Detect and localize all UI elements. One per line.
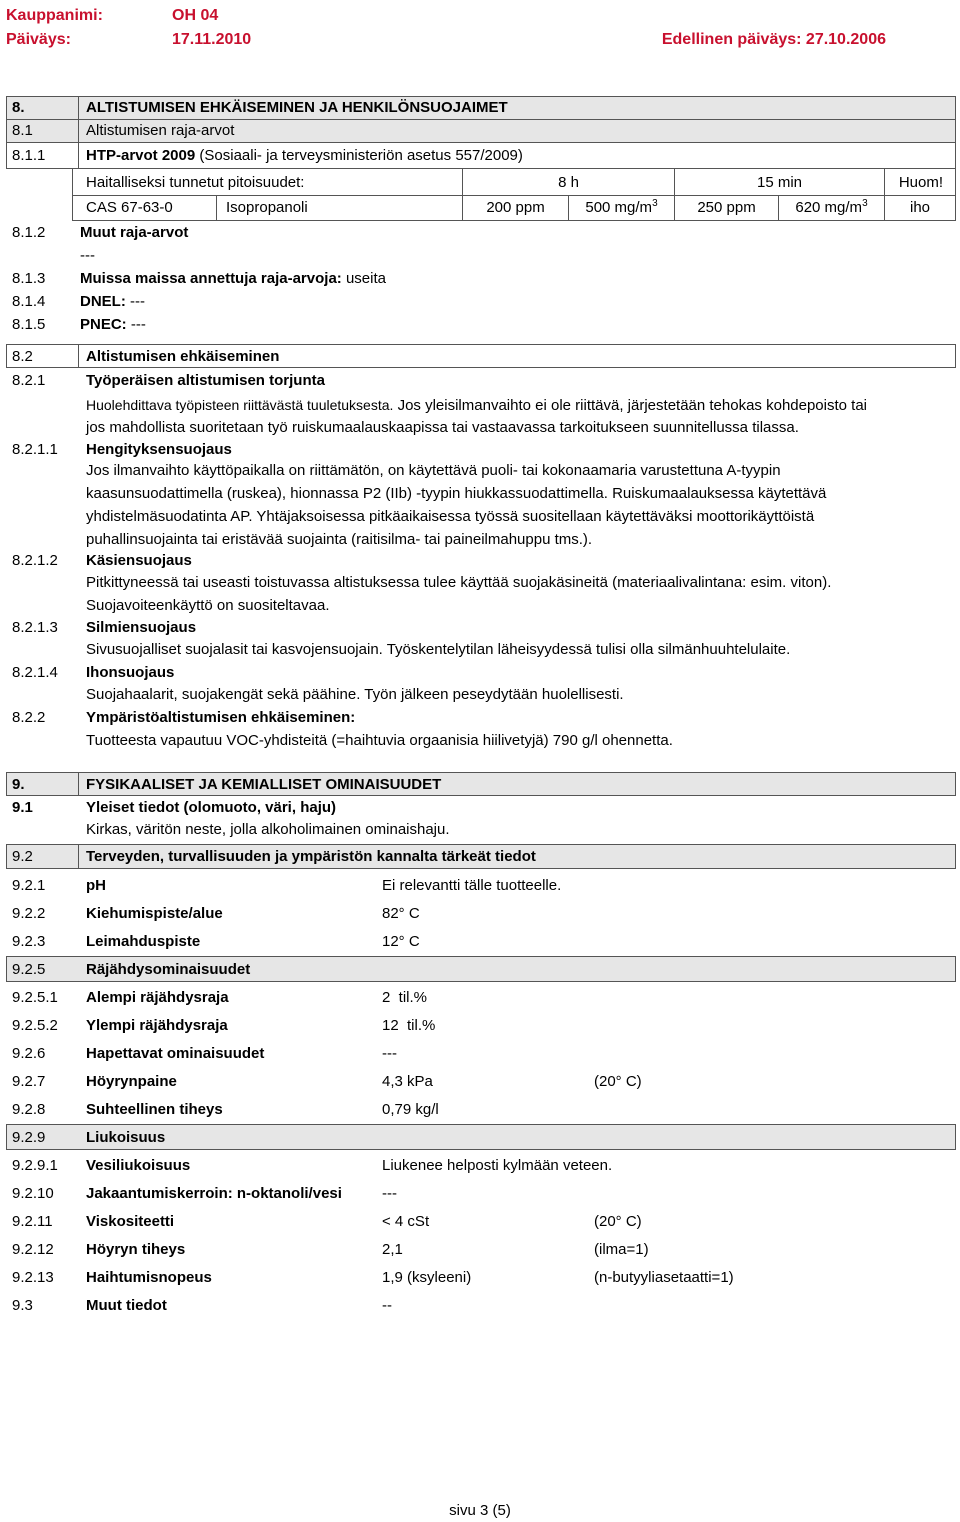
prop-value: Liukenee helposti kylmään veteen. xyxy=(382,1157,613,1174)
section-9-2-9-title: Liukoisuus xyxy=(86,1129,166,1146)
section-8-1-4-num: 8.1.4 xyxy=(12,293,46,310)
prop-value: 2 til.% xyxy=(382,989,428,1006)
prop-label: Kiehumispiste/alue xyxy=(86,905,223,922)
prop-value: 82° C xyxy=(382,905,420,922)
htp-regulation: (Sosiaali- ja terveysministeriön asetus 557/2009) xyxy=(199,147,523,164)
htp-col-8h: 8 h xyxy=(558,174,579,191)
section-8-1-1-num: 8.1.1 xyxy=(12,147,46,164)
section-8-2-1-3-num: 8.2.1.3 xyxy=(12,619,58,636)
prop-extra: (n-butyyliasetaatti=1) xyxy=(594,1269,734,1286)
prop-num: 9.2.1 xyxy=(12,877,46,894)
section-8-1-3-num: 8.1.3 xyxy=(12,270,46,287)
prop-label: pH xyxy=(86,877,106,894)
prop-value: Ei relevantti tälle tuotteelle. xyxy=(382,877,562,894)
section-9-1-text: Kirkas, väritön neste, jolla alkoholimainen ominaishaju. xyxy=(86,821,450,838)
section-8-1-2-title: Muut raja-arvot xyxy=(80,224,189,241)
section-8-2-1-1-title: Hengityksensuojaus xyxy=(86,441,232,458)
prop-value: 1,9 (ksyleeni) xyxy=(382,1269,472,1286)
prop-value: --- xyxy=(382,1045,397,1062)
dnel-value: --- xyxy=(130,293,145,310)
section-8-2-1-3-title: Silmiensuojaus xyxy=(86,619,197,636)
section-8-1-5-line xyxy=(80,316,146,334)
section-9-title: FYSIKAALISET JA KEMIALLISET OMINAISUUDET xyxy=(86,776,442,793)
prop-label: Suhteellinen tiheys xyxy=(86,1101,223,1118)
page-number: sivu 3 (5) xyxy=(449,1502,511,1519)
htp-mg-15-value: 620 mg/m xyxy=(795,199,863,216)
product-label: Kauppanimi: xyxy=(6,7,103,24)
section-9-2-5-num: 9.2.5 xyxy=(12,961,46,978)
prop-value: 4,3 kPa xyxy=(382,1073,433,1090)
prop-num: 9.2.5.1 xyxy=(12,989,58,1006)
section-8-2-1-2-title: Käsiensuojaus xyxy=(86,552,192,569)
section-9-num: 9. xyxy=(12,776,25,793)
prop-value: 0,79 kg/l xyxy=(382,1101,439,1118)
prop-label: Hapettavat ominaisuudet xyxy=(86,1045,265,1062)
prop-num: 9.2.5.2 xyxy=(12,1017,58,1034)
prop-label: Höyryn tiheys xyxy=(86,1241,186,1258)
section-8-divider xyxy=(78,96,79,169)
prop-num: 9.2.3 xyxy=(12,933,46,950)
section-8-2-1-text-2: jos mahdollista suoritetaan työ ruiskumaalauskaapissa tai vastaavassa tarkoitukseen suunnitellussa tilassa. xyxy=(86,419,799,436)
prop-num: 9.3 xyxy=(12,1297,33,1314)
previous-date: Edellinen päiväys: 27.10.2006 xyxy=(661,31,886,48)
skin-protection-text: Suojahaalarit, suojakengät sekä päähine. Työn jälkeen peseydytään huolellisesti. xyxy=(86,686,624,703)
prop-num: 9.2.2 xyxy=(12,905,46,922)
prop-label: Haihtumisnopeus xyxy=(86,1269,212,1286)
prop-value: < 4 cSt xyxy=(382,1213,430,1230)
section-8-1-2-num: 8.1.2 xyxy=(12,224,46,241)
prop-label: Höyrynpaine xyxy=(86,1073,177,1090)
ventilation-note: Huolehdittava työpisteen riittävästä tuuletuksesta. xyxy=(86,397,394,413)
htp-label: Haitalliseksi tunnetut pitoisuudet: xyxy=(86,174,305,191)
section-8-2-title: Altistumisen ehkäiseminen xyxy=(86,348,280,365)
superscript: 3 xyxy=(652,198,658,209)
htp-note: iho xyxy=(909,199,931,216)
section-9-2-divider xyxy=(78,844,79,869)
htp-col-15min: 15 min xyxy=(756,174,803,191)
prop-label: Viskositeetti xyxy=(86,1213,175,1230)
section-8-2-1-4-num: 8.2.1.4 xyxy=(12,664,58,681)
htp-ppm-15: 250 ppm xyxy=(697,199,756,216)
prop-num: 9.2.8 xyxy=(12,1101,46,1118)
section-8-num: 8. xyxy=(12,99,25,116)
prop-num: 9.2.7 xyxy=(12,1073,46,1090)
htp-mg-15 xyxy=(779,199,884,217)
section-8-2-1-num: 8.2.1 xyxy=(12,372,46,389)
section-8-1-num: 8.1 xyxy=(12,122,33,139)
prop-label: Jakaantumiskerroin: n-oktanoli/vesi xyxy=(86,1185,342,1202)
prop-num: 9.2.10 xyxy=(12,1185,54,1202)
section-8-2-1-2-num: 8.2.1.2 xyxy=(12,552,58,569)
section-8-2-num: 8.2 xyxy=(12,348,33,365)
prop-value: 12° C xyxy=(382,933,420,950)
section-8-2-divider xyxy=(78,344,79,368)
section-8-2-2-title: Ympäristöaltistumisen ehkäiseminen: xyxy=(86,709,356,726)
prop-extra: (20° C) xyxy=(594,1073,642,1090)
section-8-2-1-4-title: Ihonsuojaus xyxy=(86,664,175,681)
prop-value: 2,1 xyxy=(382,1241,403,1258)
date-label: Päiväys: xyxy=(6,31,71,48)
section-9-2-num: 9.2 xyxy=(12,848,33,865)
prop-extra: (ilma=1) xyxy=(594,1241,649,1258)
superscript: 3 xyxy=(862,198,868,209)
prop-label: Alempi räjähdysraja xyxy=(86,989,229,1006)
section-8-1-3-title: Muissa maissa annettuja raja-arvoja: xyxy=(80,270,342,287)
section-8-1-3-value: useita xyxy=(345,270,386,287)
prop-label: Leimahduspiste xyxy=(86,933,201,950)
section-9-1-num: 9.1 xyxy=(12,799,33,816)
htp-col-divider xyxy=(216,195,217,221)
respiratory-text-line: Jos ilmanvaihto käyttöpaikalla on riittämätön, on käytettävä puoli- tai kokonaamaria varustettuna A-tyypin xyxy=(86,462,781,479)
ventilation-text: Jos yleisilmanvaihto ei ole riittävä, järjestetään tehokas kohdepoisto tai xyxy=(397,397,868,414)
section-8-2-2-num: 8.2.2 xyxy=(12,709,46,726)
htp-substance: Isopropanoli xyxy=(226,199,308,216)
htp-mg-8h-value: 500 mg/m xyxy=(585,199,653,216)
respiratory-text-line: kaasunsuodattimella (ruskea), hionnassa P2 (IIb) -tyypin hiukkassuodattimella. Ruiskumaalauksessa käytettävä xyxy=(86,485,827,502)
respiratory-text-line: yhdistelmäsuodatinta AP. Yhtäjaksoisessa pitkäaikaisessa työssä suositellaan käytettäväksi moottorikäyttöistä xyxy=(86,508,815,525)
htp-cas: CAS 67-63-0 xyxy=(86,199,173,216)
prop-label: Vesiliukoisuus xyxy=(86,1157,191,1174)
prop-num: 9.2.9.1 xyxy=(12,1157,58,1174)
pnec-value: --- xyxy=(130,316,146,333)
section-9-divider xyxy=(78,772,79,796)
prop-num: 9.2.12 xyxy=(12,1241,54,1258)
section-9-2-title: Terveyden, turvallisuuden ja ympäristön kannalta tärkeät tiedot xyxy=(86,848,536,865)
prop-extra: (20° C) xyxy=(594,1213,642,1230)
prop-label: Ylempi räjähdysraja xyxy=(86,1017,228,1034)
prop-num: 9.2.13 xyxy=(12,1269,54,1286)
section-8-1-1-title xyxy=(86,147,523,165)
environment-text: Tuotteesta vapautuu VOC-yhdisteitä (=haihtuvia orgaanisia hiilivetyjä) 790 g/l ohennetta. xyxy=(86,732,673,749)
section-8-1-2-value: --- xyxy=(80,247,95,264)
section-8-2-1-text-1 xyxy=(86,396,867,415)
section-8-title: ALTISTUMISEN EHKÄISEMINEN JA HENKILÖNSUOJAIMET xyxy=(86,99,508,116)
prop-num: 9.2.6 xyxy=(12,1045,46,1062)
prop-num: 9.2.11 xyxy=(12,1213,53,1230)
prop-value: -- xyxy=(382,1297,392,1314)
eye-protection-text: Sivusuojalliset suojalasit tai kasvojensuojain. Työskentelytilan läheisyydessä tulisi olla silmänhuuhtelulaite. xyxy=(86,641,791,658)
htp-title: HTP-arvot 2009 xyxy=(86,147,196,164)
prop-label: Muut tiedot xyxy=(86,1297,167,1314)
hand-protection-line: Pitkittyneessä tai useasti toistuvassa altistuksessa tulee käyttää suojakäsineitä (materiaalivalintana: esim. viton). xyxy=(86,574,832,591)
htp-mg-8h xyxy=(569,199,674,217)
section-9-2-5-title: Räjähdysominaisuudet xyxy=(86,961,251,978)
section-9-2-9-num: 9.2.9 xyxy=(12,1129,46,1146)
section-8-1-4-line xyxy=(80,293,145,311)
product-value: OH 04 xyxy=(172,7,219,24)
prop-value: 12 til.% xyxy=(382,1017,436,1034)
htp-table-row-divider xyxy=(72,195,956,196)
htp-col-note: Huom! xyxy=(898,174,943,191)
section-8-1-3-line xyxy=(80,270,386,288)
respiratory-text-line: puhallinsuojainta tai eristävää suojainta (raitisilma- tai paineilmahuppu tms.). xyxy=(86,531,593,548)
dnel-label: DNEL: xyxy=(80,293,126,310)
section-8-1-title: Altistumisen raja-arvot xyxy=(86,122,235,139)
section-8-1-5-num: 8.1.5 xyxy=(12,316,46,333)
section-8-2-1-1-num: 8.2.1.1 xyxy=(12,441,58,458)
prop-value: --- xyxy=(382,1185,397,1202)
section-9-1-title: Yleiset tiedot (olomuoto, väri, haju) xyxy=(86,799,337,816)
htp-ppm-8h: 200 ppm xyxy=(486,199,545,216)
date-value: 17.11.2010 xyxy=(172,31,252,48)
section-8-2-1-title: Työperäisen altistumisen torjunta xyxy=(86,372,325,389)
pnec-label: PNEC: xyxy=(80,316,127,333)
hand-protection-line: Suojavoiteenkäyttö on suositeltavaa. xyxy=(86,597,330,614)
